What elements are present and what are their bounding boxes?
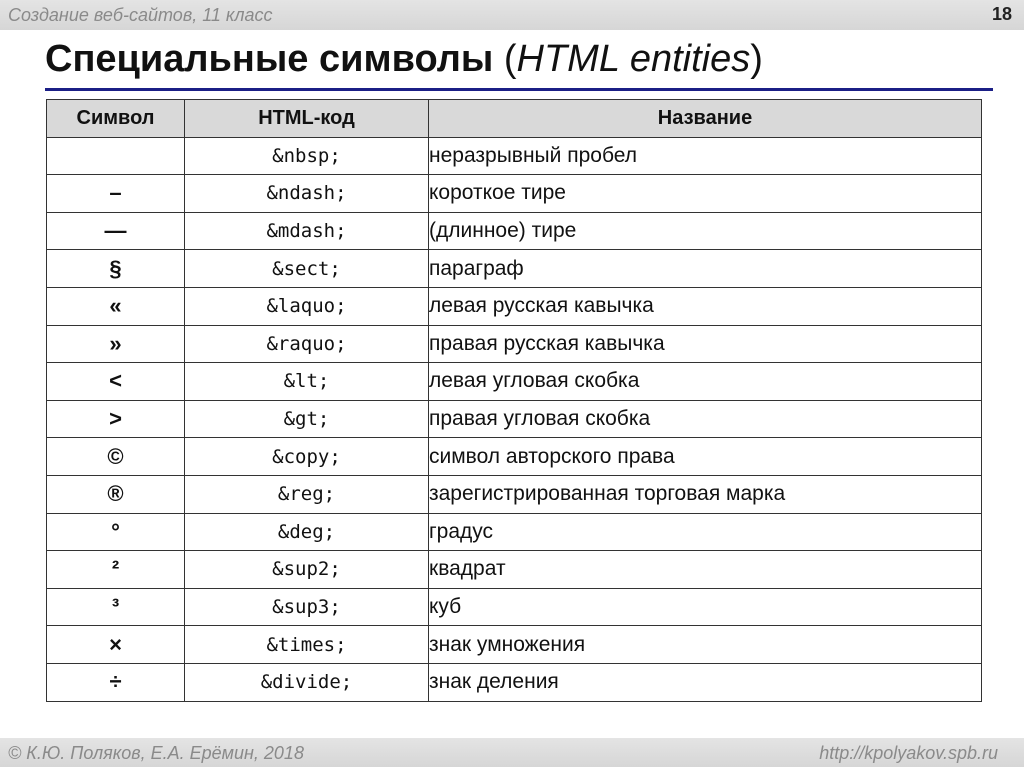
table-header-row	[47, 100, 982, 138]
title-rule	[45, 88, 993, 91]
page-title	[45, 38, 763, 81]
symbol-cell: >	[47, 400, 185, 438]
symbol-cell: ²	[47, 551, 185, 589]
table-row	[47, 663, 982, 701]
title-italic: HTML entities	[516, 38, 751, 80]
name-cell: зарегистрированная торговая марка	[429, 475, 982, 513]
table-row	[47, 175, 982, 213]
code-cell: &gt;	[185, 400, 429, 438]
entities-table	[46, 99, 982, 702]
symbol-cell: ®	[47, 475, 185, 513]
table-row	[47, 137, 982, 175]
code-cell: &nbsp;	[185, 137, 429, 175]
code-cell: &reg;	[185, 475, 429, 513]
symbol-cell: ×	[47, 626, 185, 664]
table-row	[47, 363, 982, 401]
table-row	[47, 287, 982, 325]
header-symbol: Символ	[47, 100, 185, 138]
symbol-cell: °	[47, 513, 185, 551]
table-row	[47, 438, 982, 476]
name-cell: градус	[429, 513, 982, 551]
symbol-cell: <	[47, 363, 185, 401]
name-cell: правая угловая скобка	[429, 400, 982, 438]
name-cell: куб	[429, 588, 982, 626]
name-cell: (длинное) тире	[429, 212, 982, 250]
course-label: Создание веб-сайтов, 11 класс	[8, 5, 273, 25]
symbol-cell: §	[47, 250, 185, 288]
name-cell: знак умножения	[429, 626, 982, 664]
bottom-bar	[0, 738, 1024, 767]
site-link[interactable]: http://kpolyakov.spb.ru	[819, 743, 998, 763]
table-row	[47, 551, 982, 589]
code-cell: &raquo;	[185, 325, 429, 363]
symbol-cell: —	[47, 212, 185, 250]
name-cell: левая угловая скобка	[429, 363, 982, 401]
name-cell: символ авторского права	[429, 438, 982, 476]
table-row	[47, 626, 982, 664]
symbol-cell: ©	[47, 438, 185, 476]
name-cell: короткое тире	[429, 175, 982, 213]
symbol-cell: ³	[47, 588, 185, 626]
symbol-cell	[47, 137, 185, 175]
symbol-cell: ÷	[47, 663, 185, 701]
title-subtitle	[504, 38, 763, 80]
header-name: Название	[429, 100, 982, 138]
table-row	[47, 588, 982, 626]
name-cell: знак деления	[429, 663, 982, 701]
table-row	[47, 212, 982, 250]
symbol-cell: –	[47, 175, 185, 213]
code-cell: &sup2;	[185, 551, 429, 589]
page-number: 18	[991, 4, 1012, 24]
symbol-cell: «	[47, 287, 185, 325]
table-row	[47, 325, 982, 363]
code-cell: &times;	[185, 626, 429, 664]
table-row	[47, 475, 982, 513]
code-cell: &lt;	[185, 363, 429, 401]
code-cell: &copy;	[185, 438, 429, 476]
title-close-paren: )	[750, 38, 763, 80]
code-cell: &laquo;	[185, 287, 429, 325]
table-row	[47, 250, 982, 288]
header-html-code: HTML-код	[185, 100, 429, 138]
name-cell: параграф	[429, 250, 982, 288]
author-credit: © К.Ю. Поляков, Е.А. Ерёмин, 2018	[8, 743, 304, 763]
name-cell: левая русская кавычка	[429, 287, 982, 325]
code-cell: &ndash;	[185, 175, 429, 213]
name-cell: правая русская кавычка	[429, 325, 982, 363]
symbol-cell: »	[47, 325, 185, 363]
title-open-paren: (	[503, 38, 517, 80]
code-cell: &sect;	[185, 250, 429, 288]
name-cell: квадрат	[429, 551, 982, 589]
table-row	[47, 513, 982, 551]
code-cell: &divide;	[185, 663, 429, 701]
table-row	[47, 400, 982, 438]
name-cell: неразрывный пробел	[429, 137, 982, 175]
code-cell: &sup3;	[185, 588, 429, 626]
code-cell: &deg;	[185, 513, 429, 551]
code-cell: &mdash;	[185, 212, 429, 250]
top-bar	[0, 0, 1024, 30]
title-main: Специальные символы	[45, 38, 494, 80]
